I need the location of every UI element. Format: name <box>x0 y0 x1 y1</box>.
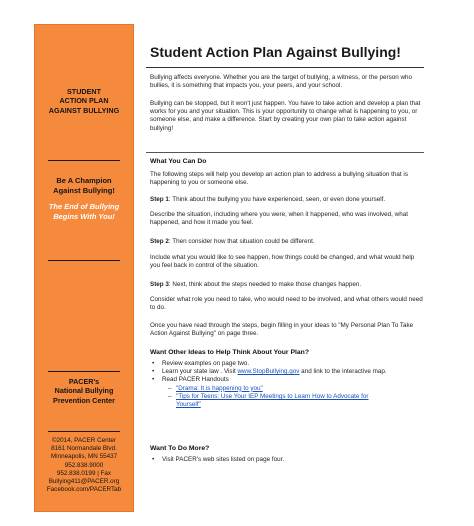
sidebar-divider <box>48 260 120 261</box>
sub-list-item-continued <box>150 401 424 409</box>
sidebar-champion-line-1: Be A Champion <box>56 176 112 185</box>
sidebar-end-of-bullying <box>34 202 134 222</box>
drama-handout-link[interactable]: "Drama: It is happening to you" <box>176 384 263 392</box>
dash-icon: – <box>168 392 172 400</box>
sidebar-org-line-2: National Bullying <box>54 386 114 396</box>
stopbullying-link[interactable]: www.StopBullying.gov <box>237 368 300 376</box>
list-item <box>150 376 424 384</box>
sidebar-title-line-1: STUDENT <box>67 87 101 96</box>
document-title: Student Action Plan Against Bullying! <box>150 44 401 60</box>
step-3-text: : Next, think about the steps needed to make those changes happen. <box>168 281 362 288</box>
contact-phone: 952.838.9000 <box>64 461 104 469</box>
sub-list-item <box>150 385 424 393</box>
describe-paragraph: Describe the situation, including where you were, when it happened, who was involved, what happened, and how it made you feel. <box>150 211 408 227</box>
step-1-text: : Think about the bullying you have experienced, seen, or even done yourself. <box>168 196 386 203</box>
sidebar-title-line-2: ACTION PLAN <box>59 96 109 106</box>
list-item <box>150 368 424 376</box>
step-2-label: Step 2 <box>150 238 169 245</box>
step-2-text: : Then consider how that situation could be different. <box>168 238 315 245</box>
sidebar-champion-line-2: Against Bullying! <box>53 186 115 195</box>
sidebar-org-name <box>34 377 134 405</box>
tips-for-teens-handout-link-continued[interactable]: Yourself" <box>176 401 201 409</box>
step-3-label: Step 3 <box>150 281 169 288</box>
steps-intro-paragraph: The following steps will help you develop an action plan to address a bullying situation that is happening to you or someone else. <box>150 171 408 187</box>
sub-list-item <box>150 393 424 401</box>
want-more-list <box>150 456 424 464</box>
bullet-icon: • <box>152 368 155 376</box>
other-ideas-list <box>150 360 424 409</box>
contact-email: Bullying411@PACER.org <box>48 478 120 486</box>
contact-street: 8161 Normandale Blvd. <box>51 445 117 453</box>
sidebar-title <box>34 87 134 115</box>
section-divider <box>146 152 424 153</box>
once-paragraph: Once you have read through the steps, begin filling in your ideas to "My Personal Plan To Take Action Against Bullying" on page three. <box>150 322 414 338</box>
stopped-paragraph: Bullying can be stopped, but it won't just happen. You have to take action and develop a plan that works for you and your situation. This is your opportunity to change what is happening to you, or someone else, and make a difference. Start by creating your own plan to take action against bullying! <box>150 100 421 132</box>
list-item-text: Read PACER Handouts <box>162 376 229 384</box>
want-to-do-more-heading: Want To Do More? <box>150 445 210 452</box>
list-item-text: Visit PACER's web sites listed on page four. <box>162 456 285 463</box>
sidebar-end-line-1: The End of Bullying <box>48 202 120 211</box>
step-3 <box>150 281 424 289</box>
list-item <box>150 456 424 464</box>
sidebar-org-line-1: PACER's <box>68 377 100 386</box>
bullet-icon: • <box>152 456 155 463</box>
orange-sidebar <box>34 24 134 512</box>
include-paragraph: Include what you would like to see happen, how things could be changed, and what would help you feel back in control of the situation. <box>150 254 415 270</box>
other-ideas-heading: Want Other Ideas to Help Think About Your Plan? <box>150 349 309 356</box>
list-item <box>150 360 424 368</box>
contact-fax: 952.838.0199 | Fax <box>56 469 112 477</box>
sidebar-champion <box>34 176 134 196</box>
what-you-can-do-heading: What You Can Do <box>150 158 207 165</box>
step-1 <box>150 196 424 204</box>
title-divider <box>146 67 424 68</box>
sidebar-end-line-2: Begins With You! <box>53 212 115 221</box>
dash-icon: – <box>168 384 172 392</box>
contact-city: Minneapolis, MN 55437 <box>50 453 118 461</box>
intro-paragraph: Bullying affects everyone. Whether you are the target of bullying, a witness, or the person who bullies, it is something that impacts you, your peers, and your school. <box>150 74 413 90</box>
bullet-icon: • <box>152 376 155 384</box>
sidebar-contact <box>34 437 134 494</box>
sidebar-divider <box>48 431 120 432</box>
sidebar-divider <box>48 160 120 161</box>
list-item-text: and link to the interactive map. <box>299 368 387 376</box>
tips-for-teens-handout-link[interactable]: "Tips for Teens: Use Your IEP Meetings to Learn How to Advocate for <box>176 392 369 400</box>
list-item-text: Learn your state law . Visit <box>162 368 238 376</box>
sidebar-org-line-3: Prevention Center <box>53 395 115 405</box>
consider-paragraph: Consider what role you need to take, who would need to be involved, and what others would need to do. <box>150 296 423 312</box>
sidebar-divider <box>48 371 120 372</box>
list-item-text: Review examples on page two. <box>162 360 250 367</box>
contact-facebook: Facebook.com/PACERTab <box>46 486 122 494</box>
step-2 <box>150 238 424 246</box>
sidebar-title-line-3: AGAINST BULLYING <box>48 105 120 115</box>
bullet-icon: • <box>152 360 155 367</box>
contact-copyright: ©2014, PACER Center <box>51 437 117 444</box>
step-1-label: Step 1 <box>150 196 169 203</box>
